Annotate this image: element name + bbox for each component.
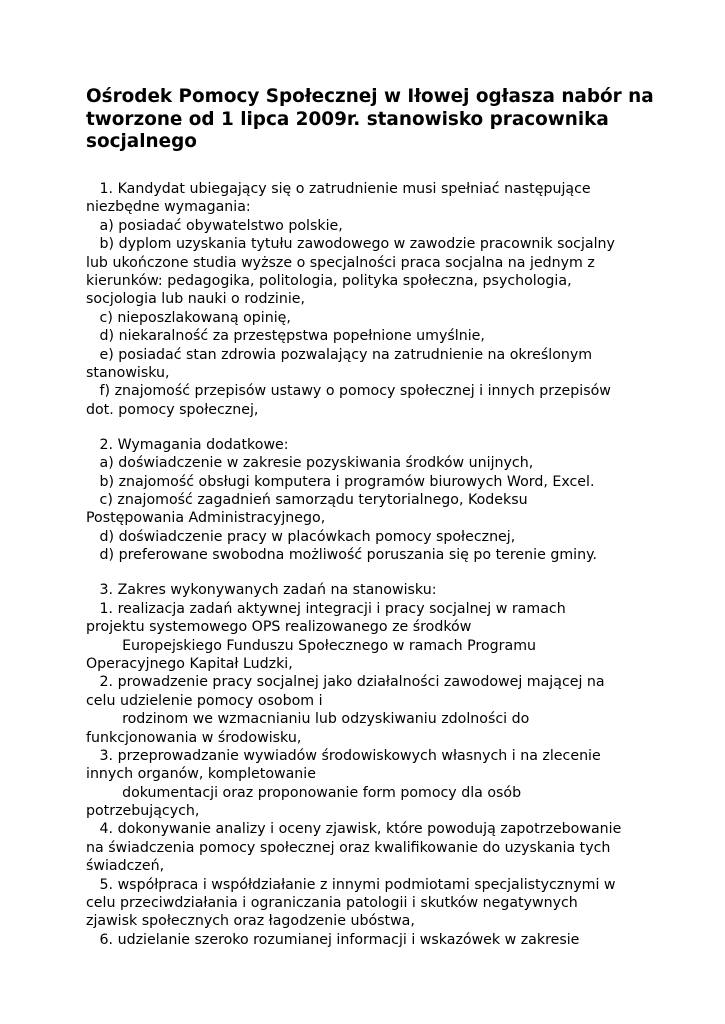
text-line: 5. współpraca i współdziałanie z innymi podmiotami specjalistycznymi w (86, 876, 616, 893)
text-line: e) posiadać stan zdrowia pozwalający na zatrudnienie na określonym (86, 346, 593, 363)
title-line: tworzone od 1 lipca 2009r. stanowisko pracownika (86, 108, 609, 130)
text-line: 1. Kandydat ubiegający się o zatrudnienie musi spełniać następujące (86, 181, 591, 197)
title-line: socjalnego (86, 131, 197, 152)
text-line: b) znajomość obsługi komputera i programów biurowych Word, Excel. (86, 473, 595, 490)
text-line: a) posiadać obywatelstwo polskie, (86, 217, 343, 234)
text-line: d) doświadczenie pracy w placówkach pomocy społecznej, (86, 528, 516, 545)
text-line: na świadczenia pomocy społecznej oraz kwalifikowanie do uzyskania tych (86, 839, 611, 856)
text-line: Postępowania Administracyjnego, (86, 510, 326, 527)
paragraph-gap (86, 565, 646, 582)
text-line: Europejskiego Funduszu Społecznego w ramach Programu (86, 637, 537, 654)
paragraph-gap (86, 419, 646, 436)
text-line: a) doświadczenie w zakresie pozyskiwania środków unijnych, (86, 455, 534, 472)
text-line: niezbędne wymagania: (86, 199, 251, 216)
text-line: dot. pomocy społecznej, (86, 401, 259, 418)
text-line: d) preferowane swobodna możliwość poruszania się po terenie gminy. (86, 547, 597, 564)
text-line: b) dyplom uzyskania tytułu zawodowego w zawodzie pracownik socjalny (86, 236, 615, 253)
text-line: rodzinom we wzmacnianiu lub odzyskiwaniu zdolności do (86, 711, 530, 728)
text-line: dokumentacji oraz proponowanie form pomocy dla osób (86, 784, 522, 801)
text-line: 1. realizacja zadań aktywnej integracji i pracy socjalnej w ramach (86, 600, 566, 617)
title-line: Ośrodek Pomocy Społecznej w Iłowej ogłasza nabór na (86, 86, 654, 107)
text-line: zjawisk społecznych oraz łagodzenie ubóstwa, (86, 913, 415, 930)
text-line: potrzebujących, (86, 803, 200, 820)
text-line: kierunków: pedagogika, politologia, polityka społeczna, psychologia, (86, 272, 572, 289)
document-body (86, 180, 646, 949)
text-line: 3. Zakres wykonywanych zadań na stanowisku: (86, 582, 437, 599)
text-line: 3. przeprowadzanie wywiadów środowiskowych własnych i na zlecenie (86, 747, 601, 764)
page-title (86, 86, 654, 154)
text-line: lub ukończone studia wyższe o specjalności praca socjalna na jednym z (86, 254, 595, 271)
text-line: c) znajomość zagadnień samorządu terytorialnego, Kodeksu (86, 492, 528, 509)
text-line: projektu systemowego OPS realizowanego ze środków (86, 619, 472, 636)
text-line: c) nieposzlakowaną opinię, (86, 309, 291, 326)
section-requirements (86, 180, 646, 419)
text-line: socjologia lub nauki o rodzinie, (86, 291, 306, 308)
text-line: celu przeciwdziałania i ograniczania patologii i skutków negatywnych (86, 895, 578, 912)
text-line: 6. udzielanie szeroko rozumianej informacji i wskazówek w zakresie (86, 931, 580, 948)
text-line: innych organów, kompletowanie (86, 766, 316, 783)
text-line: celu udzielenie pomocy osobom i (86, 692, 323, 709)
text-line: 4. dokonywanie analizy i oceny zjawisk, które powodują zapotrzebowanie (86, 821, 622, 838)
text-line: Operacyjnego Kapitał Ludzki, (86, 655, 293, 672)
text-line: 2. Wymagania dodatkowe: (86, 436, 289, 453)
text-line: świadczeń, (86, 858, 165, 875)
section-duties (86, 581, 646, 949)
text-line: 2. prowadzenie pracy socjalnej jako działalności zawodowej mającej na (86, 674, 605, 691)
text-line: d) niekaralność za przestępstwa popełnione umyślnie, (86, 328, 485, 345)
text-line: stanowisku, (86, 364, 170, 381)
text-line: f) znajomość przepisów ustawy o pomocy społecznej i innych przepisów (86, 383, 611, 400)
text-line: funkcjonowania w środowisku, (86, 729, 302, 746)
section-additional-requirements (86, 436, 646, 565)
